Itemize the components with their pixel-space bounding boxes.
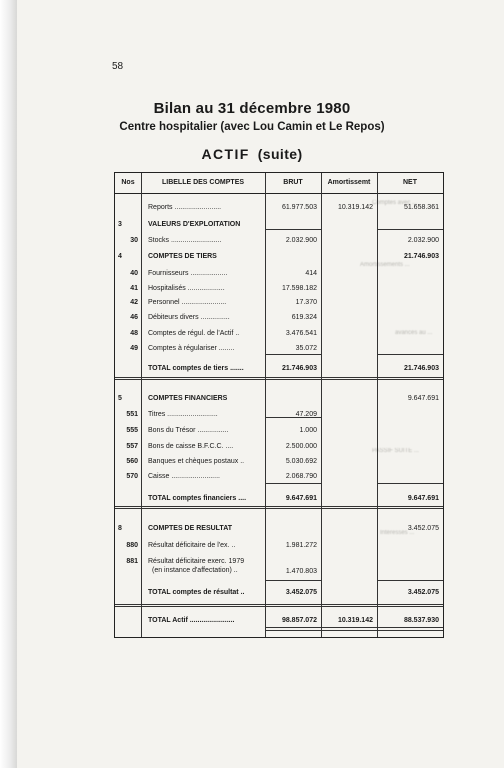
- brut-value: 17.370: [295, 299, 317, 306]
- account-number: 880: [126, 542, 138, 549]
- account-number: 881: [126, 558, 138, 565]
- brut-value: 2.068.790: [285, 473, 317, 480]
- page-number: 58: [112, 61, 124, 72]
- net-value: 9.647.691: [407, 395, 439, 402]
- account-label: Stocks ..........................: [148, 237, 222, 244]
- brut-value: 3.452.075: [285, 589, 317, 596]
- table-row: [115, 268, 443, 280]
- brut-value: 98.857.072: [281, 617, 317, 624]
- account-label: Comptes de régul. de l'Actif ..: [148, 330, 240, 337]
- account-label: Banques et chèques postaux ..: [148, 458, 245, 465]
- table-row: [115, 471, 443, 483]
- total-label: TOTAL comptes financiers ....: [148, 495, 247, 502]
- header-brut: BRUT: [283, 179, 303, 186]
- table-row: [115, 328, 443, 340]
- brut-value: 619.324: [291, 314, 317, 321]
- account-number: 557: [126, 443, 138, 450]
- net-value: 3.452.075: [407, 589, 439, 596]
- account-label: Bons du Trésor ................: [148, 427, 229, 434]
- account-label: Débiteurs divers ...............: [148, 314, 230, 321]
- grand-total-rule: [265, 630, 443, 631]
- amort-value: 10.319.142: [337, 617, 373, 624]
- brut-value: 2.500.000: [285, 443, 317, 450]
- brut-value: 35.072: [295, 345, 317, 352]
- account-label-line: (en instance d'affectation) ..: [152, 567, 238, 574]
- account-label-line: Résultat déficitaire exerc. 1979: [148, 558, 245, 565]
- total-row: [115, 587, 443, 599]
- subtotal-rule: [377, 580, 443, 581]
- table-header: [115, 173, 443, 194]
- section-title: COMPTES FINANCIERS: [148, 395, 228, 402]
- total-label: TOTAL comptes de tiers .......: [148, 365, 244, 372]
- account-label: Reports ........................: [148, 204, 222, 211]
- section-separator: [115, 377, 443, 380]
- table-row: [115, 297, 443, 309]
- brut-value: 9.647.691: [285, 495, 317, 502]
- table-row: [115, 409, 443, 421]
- account-label: Comptes à régulariser ........: [148, 345, 235, 352]
- account-label: Titres ..........................: [148, 411, 218, 418]
- account-label: Caisse .........................: [148, 473, 220, 480]
- table-row: [115, 540, 443, 552]
- account-number: 555: [126, 427, 138, 434]
- net-value: 21.746.903: [403, 365, 439, 372]
- table-row: [115, 283, 443, 295]
- section-number: 3: [118, 221, 122, 228]
- total-row: [115, 363, 443, 375]
- table-row: [115, 343, 443, 355]
- account-number: 46: [130, 314, 138, 321]
- account-label: Personnel .......................: [148, 299, 227, 306]
- table-row: [115, 312, 443, 324]
- table-row: [115, 251, 443, 263]
- account-label: Résultat déficitaire de l'ex. ..: [148, 542, 236, 549]
- table-row: [115, 202, 443, 214]
- document-subtitle: Centre hospitalier (avec Lou Camin et Le Repos): [119, 121, 385, 133]
- table-row: [115, 393, 443, 405]
- section-title: VALEURS D'EXPLOITATION: [148, 221, 241, 228]
- balance-table: [114, 172, 444, 638]
- account-label: [148, 557, 264, 575]
- table-row: [115, 235, 443, 247]
- brut-value: 1.470.803: [285, 568, 317, 575]
- brut-value: 21.746.903: [281, 365, 317, 372]
- account-number: 30: [130, 237, 138, 244]
- brut-value: 61.977.503: [281, 204, 317, 211]
- account-number: 40: [130, 270, 138, 277]
- account-number: 42: [130, 299, 138, 306]
- account-number: 48: [130, 330, 138, 337]
- header-amort: Amortissemt: [327, 179, 371, 186]
- header-net: NET: [403, 179, 417, 186]
- section-heading: [0, 146, 504, 162]
- section-number: 8: [118, 525, 122, 532]
- section-separator: [115, 604, 443, 607]
- section-label: ACTIF: [201, 146, 250, 162]
- grand-total-rule: [265, 627, 443, 628]
- grand-total-row: [115, 615, 443, 627]
- table-row: [115, 523, 443, 535]
- account-number: 560: [126, 458, 138, 465]
- table-row: [115, 456, 443, 468]
- brut-value: 5.030.692: [285, 458, 317, 465]
- subtotal-rule: [265, 580, 321, 581]
- grand-total-label: TOTAL Actif .......................: [148, 617, 235, 624]
- brut-value: 17.598.182: [281, 285, 317, 292]
- account-label: Hospitalisés ...................: [148, 285, 225, 292]
- brut-value: 2.032.900: [285, 237, 317, 244]
- net-value: 9.647.691: [407, 495, 439, 502]
- brut-value: 1.981.272: [285, 542, 317, 549]
- total-label: TOTAL comptes de résultat ..: [148, 589, 245, 596]
- header-no: Nos: [121, 179, 135, 186]
- subtotal-rule: [265, 483, 321, 484]
- brut-value: 1.000: [299, 427, 317, 434]
- brut-value: 3.476.541: [285, 330, 317, 337]
- amort-value: 10.319.142: [337, 204, 373, 211]
- section-title: COMPTES DE TIERS: [148, 253, 217, 260]
- net-value: 21.746.903: [403, 253, 439, 260]
- account-number: 41: [130, 285, 138, 292]
- net-value: 51.658.361: [403, 204, 439, 211]
- brut-value: 47.209: [295, 411, 317, 418]
- section-number: 4: [118, 253, 122, 260]
- section-number: 5: [118, 395, 122, 402]
- account-number: 570: [126, 473, 138, 480]
- header-label: LIBELLE DES COMPTES: [161, 179, 245, 186]
- account-label: Bons de caisse B.F.C.C. ....: [148, 443, 234, 450]
- section-title: COMPTES DE RESULTAT: [148, 525, 232, 532]
- subtotal-rule: [377, 483, 443, 484]
- brut-value: 414: [305, 270, 317, 277]
- account-number: 49: [130, 345, 138, 352]
- section-separator: [115, 506, 443, 509]
- table-row: [115, 557, 443, 579]
- account-label: Fournisseurs ...................: [148, 270, 228, 277]
- net-value: 88.537.930: [403, 617, 439, 624]
- table-row: [115, 441, 443, 453]
- table-row: [115, 425, 443, 437]
- account-number: 551: [126, 411, 138, 418]
- table-row: [115, 219, 443, 231]
- total-row: [115, 493, 443, 505]
- section-suffix: (suite): [257, 146, 303, 162]
- net-value: 2.032.900: [407, 237, 439, 244]
- net-value: 3.452.075: [407, 525, 439, 532]
- document-title: Bilan au 31 décembre 1980: [153, 100, 351, 117]
